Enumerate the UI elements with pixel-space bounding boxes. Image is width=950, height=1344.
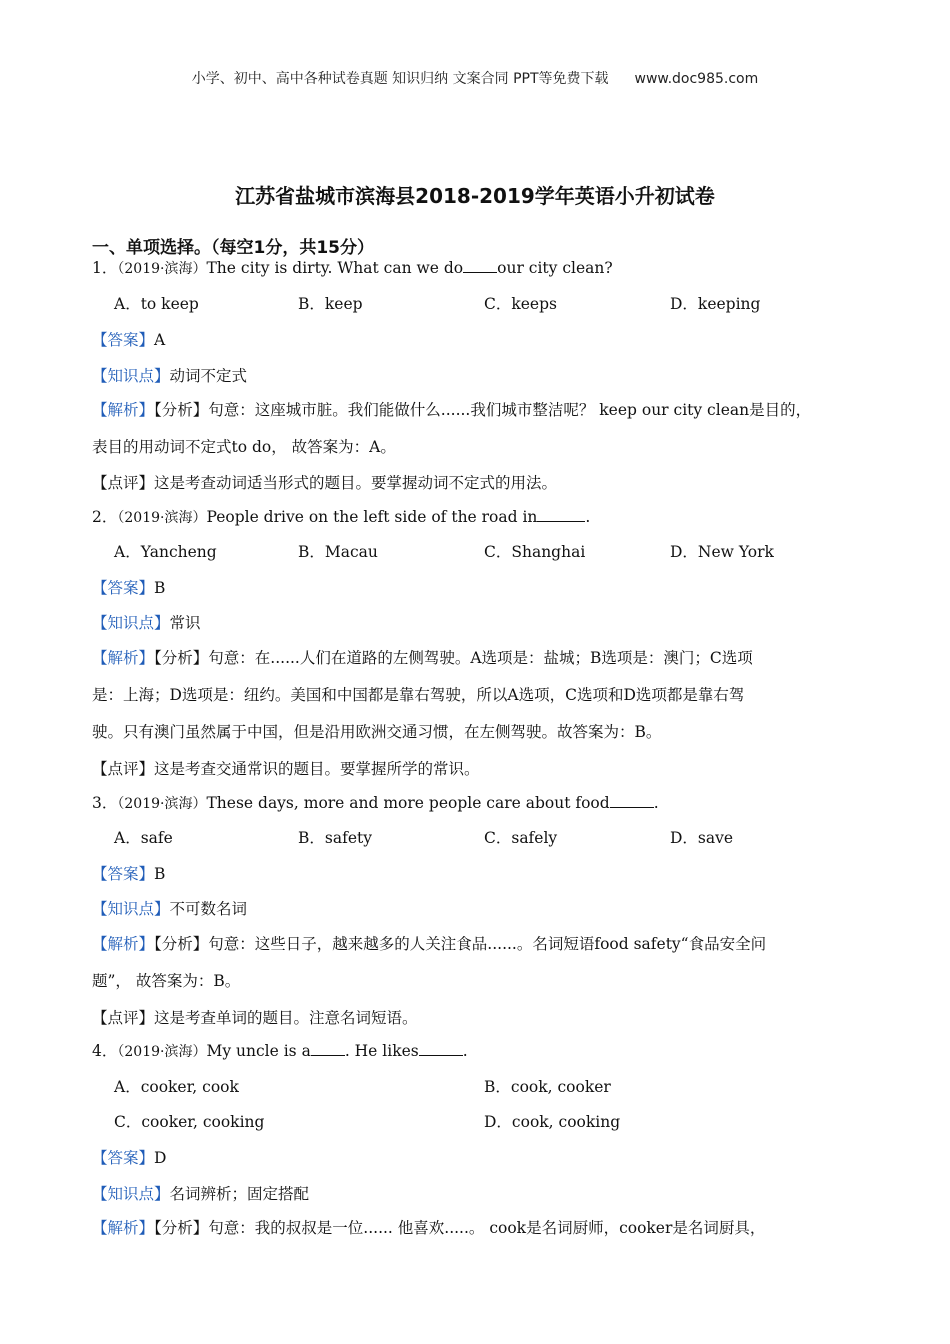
comment-text: 这是考查单词的题目。注意名词短语。 — [154, 1009, 418, 1027]
knowledge-value: 不可数名词 — [169, 900, 248, 918]
knowledge-label: 【知识点】 — [92, 367, 170, 385]
page-title: 江苏省盐城市滨海县2018-2019学年英语小升初试卷 — [235, 184, 715, 208]
page-header — [0, 68, 950, 88]
option-b: B．safety — [298, 829, 372, 847]
comment-text: 这是考查交通常识的题目。要掌握所学的常识。 — [154, 760, 480, 778]
option-b: B．cook, cooker — [484, 1078, 611, 1096]
knowledge-label: 【知识点】 — [92, 900, 170, 918]
answer-label: 【答案】 — [92, 331, 155, 349]
knowledge-value: 常识 — [169, 614, 201, 632]
analysis-label: 【解析】 — [92, 401, 155, 419]
question-source: （2019·滨海） — [117, 510, 207, 526]
knowledge-line — [92, 366, 247, 386]
analysis-text: 句意：在......人们在道路的左侧驾驶。A选项是：盐城；B选项是：澳门；C选项 — [208, 649, 753, 667]
question-4-stem — [92, 1041, 468, 1062]
option-d: D．New York — [670, 543, 774, 561]
header-text: 小学、初中、高中各种试卷真题 知识归纳 文案合同 PPT等免费下载 — [191, 71, 609, 87]
question-1-stem — [92, 258, 613, 279]
comment-line — [92, 473, 557, 493]
knowledge-label: 【知识点】 — [92, 614, 170, 632]
option-c: C．Shanghai — [484, 543, 586, 561]
blank — [419, 1041, 463, 1056]
analysis-line-2: 表目的用动词不定式to do， 故答案为：A。 — [92, 438, 396, 456]
knowledge-line — [92, 1184, 309, 1204]
stem-part: People drive on the left side of the road in — [206, 508, 538, 526]
option-a: A．safe — [114, 829, 173, 847]
section-heading: 一、单项选择。（每空1分，共15分） — [92, 238, 374, 258]
knowledge-line — [92, 899, 247, 919]
analysis-label: 【解析】 — [92, 1219, 155, 1237]
knowledge-line — [92, 613, 201, 633]
analysis-line-2: 题”， 故答案为：B。 — [92, 972, 241, 990]
analysis-line — [92, 648, 753, 668]
header-site: www.doc985.com — [634, 71, 759, 87]
comment-line — [92, 1008, 418, 1028]
question-number: 1． — [92, 259, 118, 277]
blank — [537, 507, 585, 522]
blank — [463, 258, 497, 273]
stem-part: The city is dirty. What can we do — [206, 259, 464, 277]
analysis-text: 句意：这些日子，越来越多的人关注食品......。名词短语food safety“食品安全问 — [208, 935, 767, 953]
fenxi-label: 【分析】 — [154, 1219, 209, 1237]
option-d: D．cook, cooking — [484, 1113, 621, 1131]
option-a: A．cooker, cook — [114, 1078, 239, 1096]
stem-part: My uncle is a — [206, 1042, 311, 1060]
answer-value: B — [154, 865, 166, 883]
question-source: （2019·滨海） — [117, 261, 207, 277]
stem-part: our city clean? — [497, 259, 613, 277]
answer-line — [92, 330, 165, 350]
question-number: 3． — [92, 794, 118, 812]
option-d: D．save — [670, 829, 734, 847]
fenxi-label: 【分析】 — [154, 935, 209, 953]
answer-value: B — [154, 579, 166, 597]
analysis-label: 【解析】 — [92, 935, 155, 953]
answer-line — [92, 578, 165, 598]
option-d: D．keeping — [670, 295, 761, 313]
knowledge-value: 名词辨析；固定搭配 — [169, 1185, 310, 1203]
fenxi-label: 【分析】 — [154, 649, 209, 667]
comment-label: 【点评】 — [92, 1009, 155, 1027]
stem-part: These days, more and more people care about food — [206, 794, 610, 812]
stem-part: . — [585, 508, 591, 526]
analysis-line — [92, 934, 766, 954]
option-b: B．Macau — [298, 543, 378, 561]
answer-label: 【答案】 — [92, 1149, 155, 1167]
answer-label: 【答案】 — [92, 579, 155, 597]
comment-label: 【点评】 — [92, 474, 155, 492]
question-source: （2019·滨海） — [117, 796, 207, 812]
answer-label: 【答案】 — [92, 865, 155, 883]
analysis-text: 句意：我的叔叔是一位...... 他喜欢.....。 cook是名词厨师，cooker是名词厨具， — [208, 1219, 766, 1237]
question-number: 2． — [92, 508, 118, 526]
option-c: C．keeps — [484, 295, 557, 313]
comment-label: 【点评】 — [92, 760, 155, 778]
analysis-line — [92, 1218, 765, 1238]
comment-text: 这是考查动词适当形式的题目。要掌握动词不定式的用法。 — [154, 474, 558, 492]
question-source: （2019·滨海） — [117, 1044, 207, 1060]
question-3-stem — [92, 793, 659, 814]
fenxi-label: 【分析】 — [154, 401, 209, 419]
stem-part: . — [653, 794, 659, 812]
blank — [610, 793, 654, 808]
answer-line — [92, 864, 165, 884]
analysis-label: 【解析】 — [92, 649, 155, 667]
knowledge-label: 【知识点】 — [92, 1185, 170, 1203]
stem-part: . — [462, 1042, 468, 1060]
stem-part: . He likes — [344, 1042, 419, 1060]
question-2-stem — [92, 507, 590, 528]
analysis-line — [92, 400, 811, 420]
answer-line — [92, 1148, 166, 1168]
analysis-text: 句意：这座城市脏。我们能做什么......我们城市整洁呢？ keep our city clean是目的， — [208, 401, 812, 419]
option-c: C．safely — [484, 829, 558, 847]
option-a: A．to keep — [114, 295, 199, 313]
comment-line — [92, 759, 480, 779]
option-b: B．keep — [298, 295, 363, 313]
knowledge-value: 动词不定式 — [169, 367, 248, 385]
analysis-line-2: 是：上海；D选项是：纽约。美国和中国都是靠右驾驶，所以A选项，C选项和D选项都是靠右驾 — [92, 686, 745, 704]
blank — [311, 1041, 345, 1056]
question-number: 4． — [92, 1042, 118, 1060]
analysis-line-3: 驶。只有澳门虽然属于中国，但是沿用欧洲交通习惯，在左侧驾驶。故答案为：B。 — [92, 723, 662, 741]
answer-value: D — [154, 1149, 167, 1167]
answer-value: A — [154, 331, 166, 349]
option-a: A．Yancheng — [114, 543, 217, 561]
option-c: C．cooker, cooking — [114, 1113, 265, 1131]
